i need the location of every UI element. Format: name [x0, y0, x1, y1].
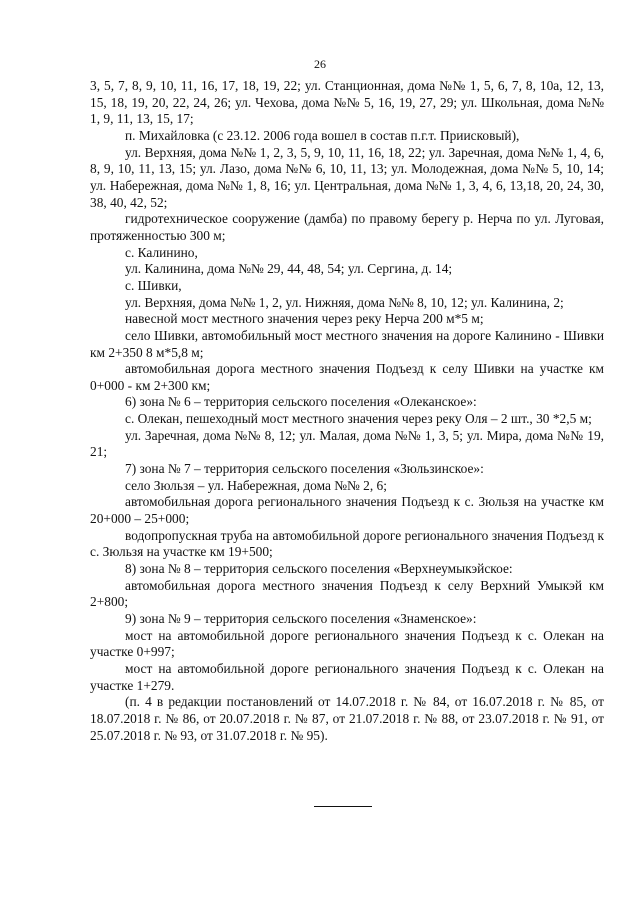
- paragraph: 3, 5, 7, 8, 9, 10, 11, 16, 17, 18, 19, 22; ул. Станционная, дома №№ 1, 5, 6, 7, 8, 10а, 12, 13, 15, 18, 19, 20, 22, 24, 26; ул. Чехова, дома №№ 5, 16, 19, 27, 29; ул. Школьная, дома №№ 1, 9, 11, 13, 15, 17;: [90, 78, 604, 127]
- paragraph: водопропускная труба на автомобильной дороге регионального значения Подъезд к с. Зюльзя на участке км 19+500;: [90, 527, 604, 560]
- paragraph: с. Шивки,: [125, 277, 182, 293]
- document-body: [90, 78, 604, 744]
- paragraph: ул. Калинина, дома №№ 29, 44, 48, 54; ул. Сергина, д. 14;: [125, 261, 453, 277]
- paragraph: ул. Верхняя, дома №№ 1, 2, ул. Нижняя, дома №№ 8, 10, 12; ул. Калинина, 2;: [125, 294, 564, 310]
- paragraph: п. Михайловка (с 23.12. 2006 года вошел в состав п.г.т. Приисковый),: [125, 127, 520, 143]
- paragraph: мост на автомобильной дороге регионального значения Подъезд к с. Олекан на участке 0+997;: [90, 627, 604, 660]
- paragraph: село Шивки, автомобильный мост местного значения на дороге Калинино - Шивки км 2+350 8 м*5,8 м;: [90, 327, 604, 360]
- paragraph: ул. Верхняя, дома №№ 1, 2, 3, 5, 9, 10, 11, 16, 18, 22; ул. Заречная, дома №№ 1, 4, 6, 8, 9, 10, 11, 13, 15; ул. Лазо, дома №№ 6, 10, 11, 13; ул. Молодежная, дома №№ 5, 10, 14; ул. Набережная, дома №№ 1, 8, 16; ул. Центральная, дома №№ 1, 3, 4, 6, 13,18, 20, 24, 30, 38, 40, 42, 52;: [90, 144, 604, 210]
- closing-divider: [314, 806, 372, 807]
- paragraph: ул. Заречная, дома №№ 8, 12; ул. Малая, дома №№ 1, 3, 5; ул. Мира, дома №№ 19, 21;: [90, 427, 604, 460]
- paragraph: автомобильная дорога регионального значения Подъезд к с. Зюльзя на участке км 20+000 – 25+000;: [90, 494, 604, 527]
- paragraph: 8) зона № 8 – территория сельского поселения «Верхнеумыкэйское:: [125, 561, 513, 577]
- paragraph: 7) зона № 7 – территория сельского поселения «Зюльзинское»:: [125, 461, 484, 477]
- page-number: 26: [314, 57, 326, 71]
- paragraph: гидротехническое сооружение (дамба) по правому берегу р. Нерча по ул. Луговая, протяженностью 300 м;: [90, 211, 604, 243]
- paragraph: (п. 4 в редакции постановлений от 14.07.2018 г. № 84, от 16.07.2018 г. № 85, от 18.07.2018 г. № 86, от 20.07.2018 г. № 87, от 21.07.2018 г. № 88, от 23.07.2018 г. № 91, от 25.07.2018 г. № 93, от 31.07.2018 г. № 95).: [90, 694, 604, 743]
- paragraph: мост на автомобильной дороге регионального значения Подъезд к с. Олекан на участке 1+279.: [90, 660, 604, 693]
- paragraph: село Зюльзя – ул. Набережная, дома №№ 2, 6;: [125, 477, 387, 493]
- paragraph: автомобильная дорога местного значения Подъезд к селу Шивки на участке км 0+000 - км 2+300 км;: [90, 361, 604, 393]
- paragraph: с. Калинино,: [125, 244, 198, 260]
- paragraph: навесной мост местного значения через реку Нерча 200 м*5 м;: [125, 311, 484, 327]
- paragraph: 9) зона № 9 – территория сельского поселения «Знаменское»:: [125, 611, 477, 626]
- paragraph: 6) зона № 6 – территория сельского поселения «Олеканское»:: [125, 394, 477, 410]
- paragraph: с. Олекан, пешеходный мост местного значения через реку Оля – 2 шт., 30 *2,5 м;: [125, 411, 592, 427]
- paragraph: автомобильная дорога местного значения Подъезд к селу Верхний Умыкэй км 2+800;: [90, 577, 604, 610]
